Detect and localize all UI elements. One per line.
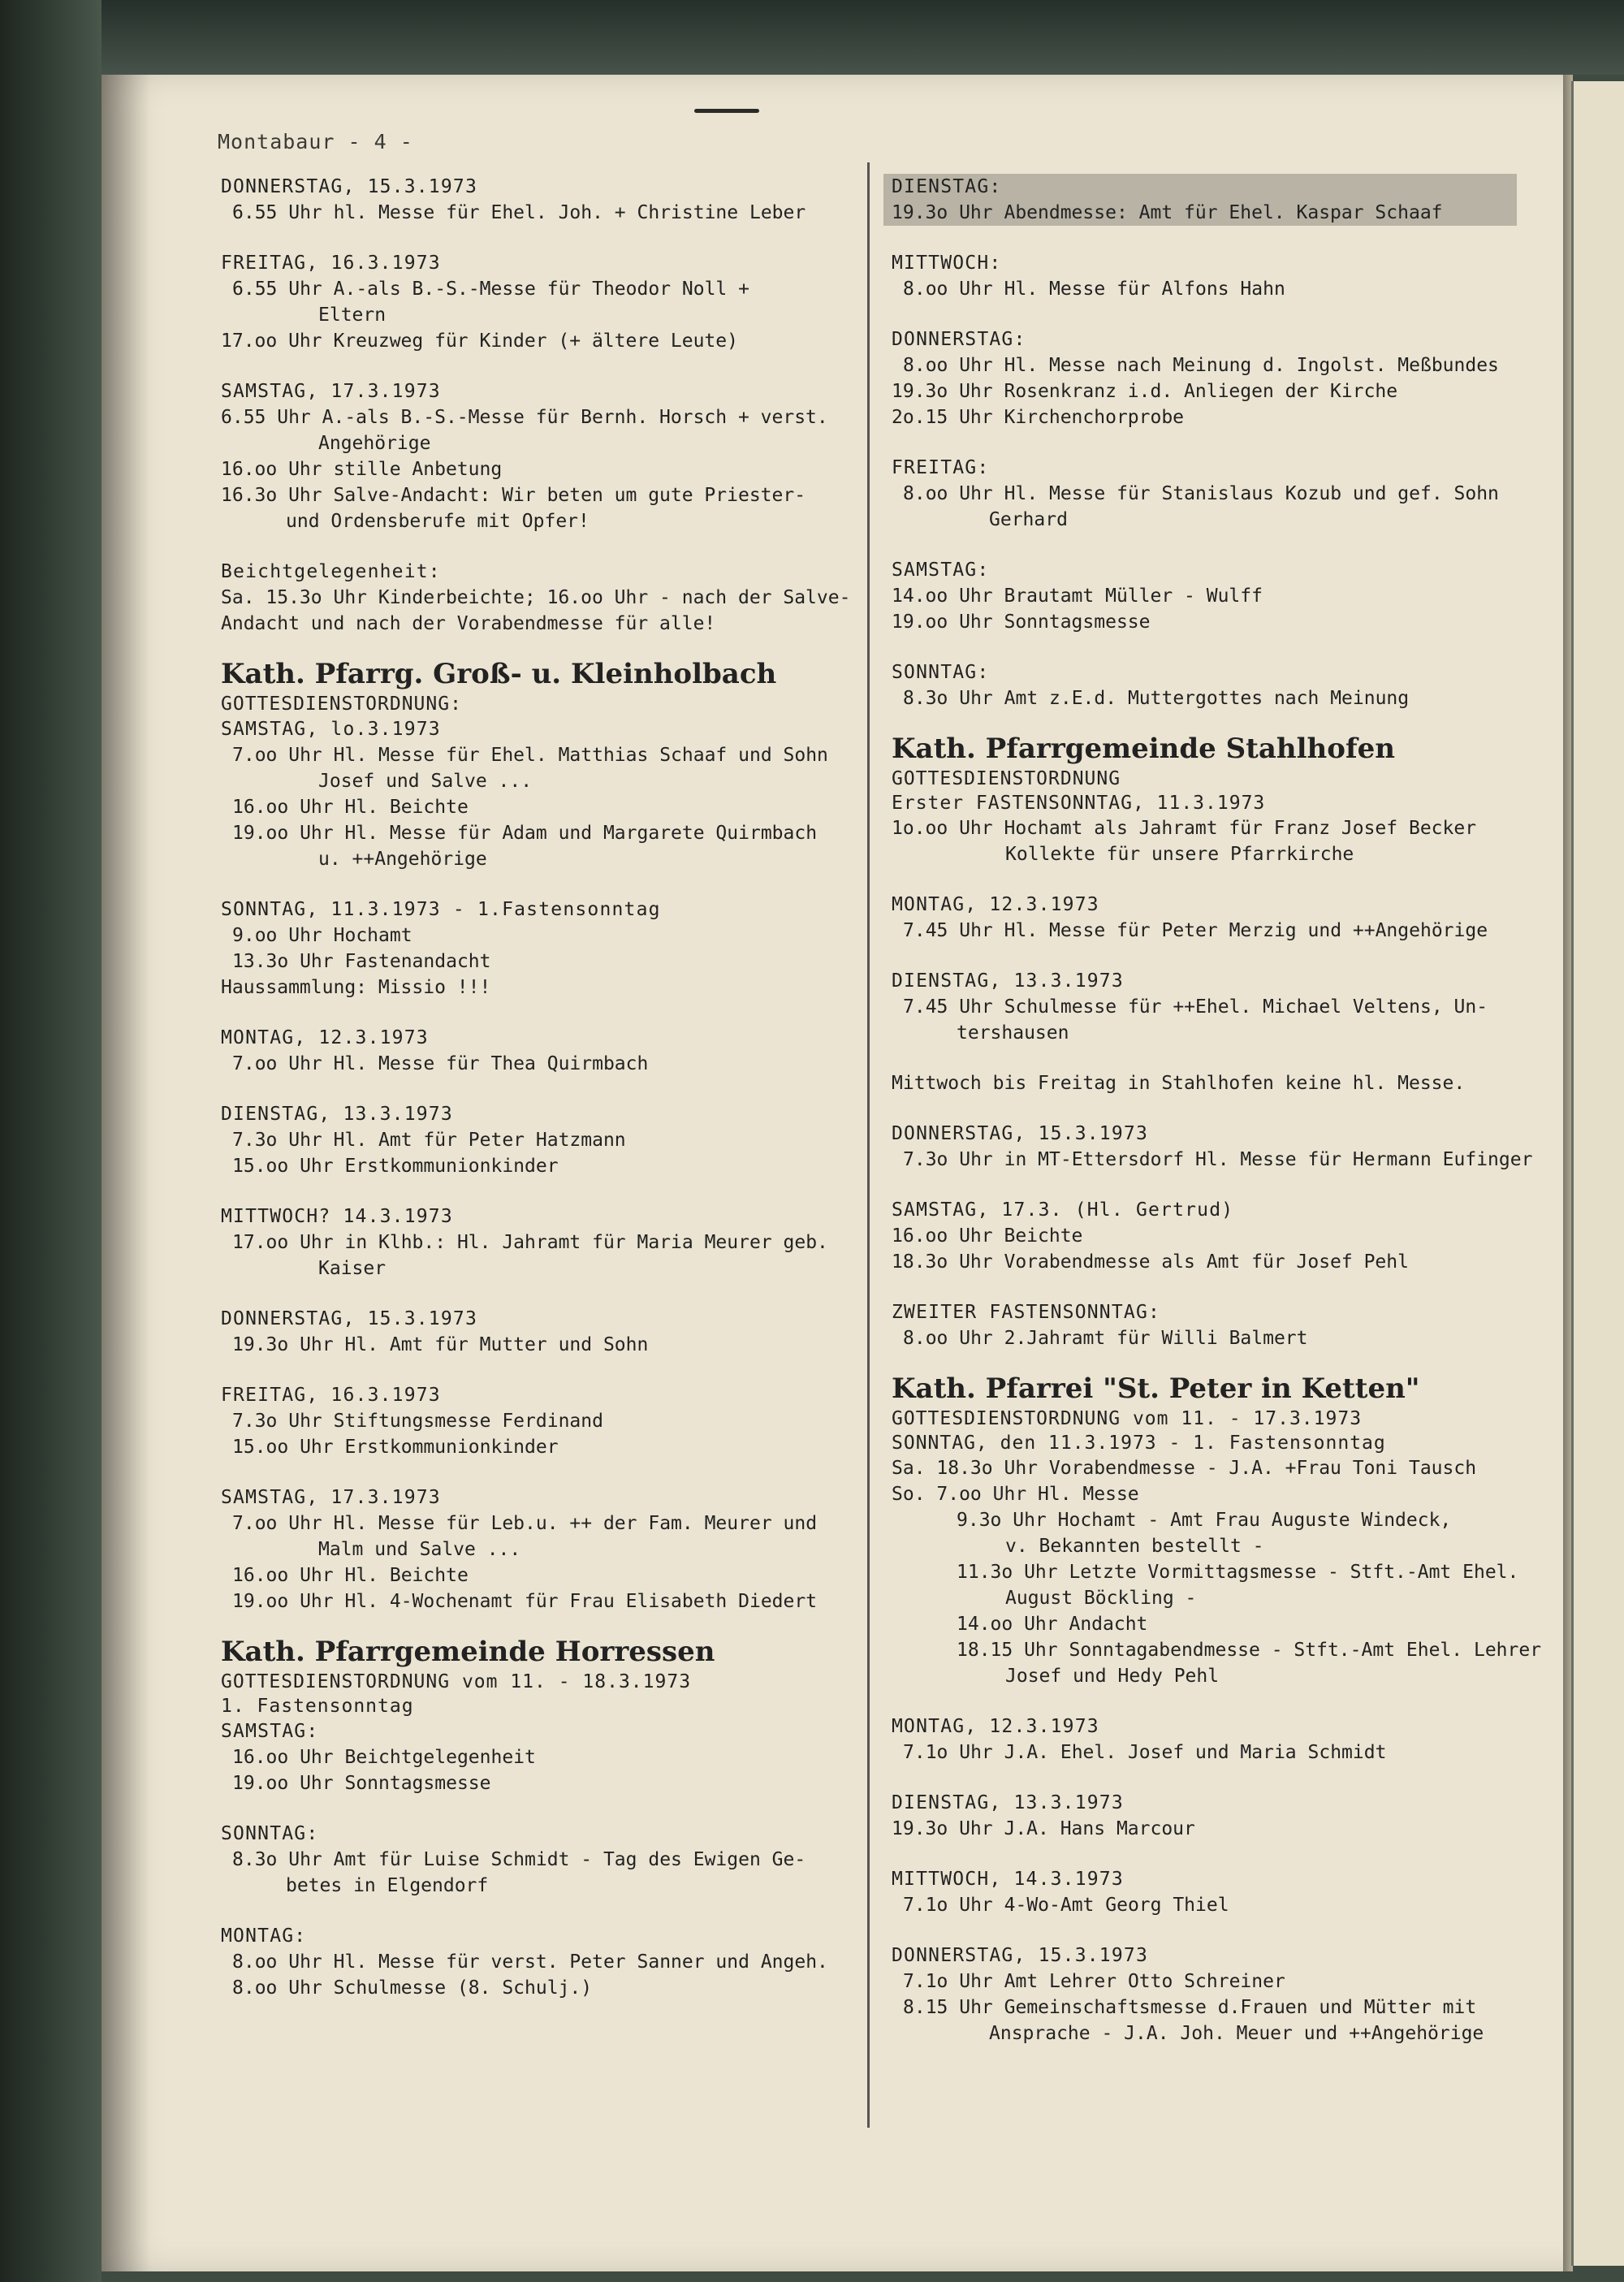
schedule-line: Josef und Hedy Pehl — [1005, 1666, 1220, 1687]
schedule-line: 8.3o Uhr Amt z.E.d. Muttergottes nach Meinung — [903, 688, 1410, 709]
schedule-day: SAMSTAG, 17.3. (Hl. Gertrud) — [892, 1199, 1234, 1221]
schedule-line: 11.3o Uhr Letzte Vormittagsmesse - Stft.-Amt Ehel. — [957, 1562, 1519, 1583]
schedule-day: SAMSTAG: — [221, 1721, 319, 1742]
schedule-day: DONNERSTAG: — [892, 329, 1026, 350]
schedule-day: FREITAG: — [892, 457, 990, 478]
schedule-line: 8.oo Uhr Schulmesse (8. Schulj.) — [232, 1977, 593, 1999]
schedule-block — [221, 1306, 826, 1358]
schedule-line: 16.oo Uhr stille Anbetung — [221, 459, 503, 480]
schedule-day: MITTWOCH, 14.3.1973 — [892, 1869, 1124, 1890]
schedule-line: 8.oo Uhr Hl. Messe für Alfons Hahn — [903, 279, 1285, 300]
schedule-day: SAMSTAG, lo.3.1973 — [221, 719, 441, 740]
service-order-label: GOTTESDIENSTORDNUNG: — [221, 694, 462, 715]
column-divider — [867, 162, 870, 2128]
service-order-label: GOTTESDIENSTORDNUNG vom 11. - 18.3.1973 — [221, 1671, 692, 1692]
schedule-line: Haussammlung: Missio !!! — [221, 977, 491, 998]
schedule-line: 9.3o Uhr Hochamt - Amt Frau Auguste Windeck, — [957, 1510, 1452, 1531]
schedule-line: Mittwoch bis Freitag in Stahlhofen keine hl. Messe. — [892, 1073, 1466, 1094]
schedule-line: Gerhard — [989, 509, 1068, 530]
schedule-day: MITTWOCH? 14.3.1973 — [221, 1206, 453, 1227]
schedule-line: Eltern — [318, 305, 387, 326]
schedule-line: 14.oo Uhr Brautamt Müller - Wulff — [892, 586, 1263, 607]
schedule-day: SAMSTAG, 17.3.1973 — [221, 381, 441, 402]
schedule-block — [221, 378, 826, 534]
schedule-day: FREITAG, 16.3.1973 — [221, 1385, 441, 1406]
schedule-block — [892, 968, 1533, 1046]
schedule-block — [892, 250, 1533, 302]
schedule-block — [221, 1204, 826, 1281]
schedule-day: DIENSTAG, 13.3.1973 — [221, 1104, 453, 1125]
parish-schedule — [221, 716, 826, 1614]
schedule-block — [892, 892, 1533, 944]
schedule-line: Sa. 18.3o Uhr Vorabendmesse - J.A. +Frau Toni Tausch — [892, 1458, 1477, 1479]
schedule-line: 8.3o Uhr Amt für Luise Schmidt - Tag des Ewigen Ge- — [232, 1849, 806, 1870]
schedule-line: 16.oo Uhr Beichte — [892, 1225, 1083, 1247]
schedule-day: SONNTAG, 11.3.1973 - 1.Fastensonntag — [221, 899, 661, 920]
schedule-day: DONNERSTAG, 15.3.1973 — [892, 1945, 1148, 1966]
intro-schedule — [221, 174, 851, 637]
parish-title: Kath. Pfarrgemeinde Horressen — [221, 1636, 715, 1668]
schedule-line: Kollekte für unsere Pfarrkirche — [1005, 844, 1354, 865]
schedule-block — [221, 1025, 826, 1077]
schedule-block — [892, 1866, 1533, 1918]
service-order-subtitle: SONNTAG, den 11.3.1973 - 1. Fastensonntag — [892, 1433, 1386, 1454]
schedule-block — [221, 1923, 826, 2001]
schedule-line: 19.oo Uhr Hl. Messe für Adam und Margarete Quirmbach — [232, 823, 818, 844]
schedule-line: 6.55 Uhr A.-als B.-S.-Messe für Theodor Noll + — [232, 279, 749, 300]
schedule-line: So. 7.oo Uhr Hl. Messe — [892, 1484, 1139, 1505]
schedule-day: DIENSTAG, 13.3.1973 — [892, 1792, 1124, 1813]
schedule-line: 19.oo Uhr Sonntagsmesse — [892, 612, 1151, 633]
parish-schedule — [221, 1718, 826, 2001]
schedule-block — [221, 716, 826, 872]
schedule-line: Angehörige — [318, 433, 431, 454]
schedule-line: Malm und Salve ... — [318, 1539, 521, 1560]
schedule-line: 8.oo Uhr 2.Jahramt für Willi Balmert — [903, 1328, 1308, 1349]
schedule-line: 16.oo Uhr Hl. Beichte — [232, 1565, 469, 1586]
schedule-day: ZWEITER FASTENSONNTAG: — [892, 1302, 1161, 1323]
schedule-day: MONTAG, 12.3.1973 — [892, 894, 1099, 915]
schedule-line: betes in Elgendorf — [286, 1875, 489, 1896]
top-rule — [694, 109, 759, 113]
schedule-line: 19.3o Uhr Abendmesse: Amt für Ehel. Kaspar Schaaf — [892, 202, 1443, 223]
schedule-line: 7.1o Uhr J.A. Ehel. Josef und Maria Schmidt — [903, 1742, 1387, 1763]
schedule-day: DONNERSTAG, 15.3.1973 — [221, 1308, 477, 1329]
schedule-day: DONNERSTAG, 15.3.1973 — [892, 1123, 1148, 1144]
schedule-block — [892, 815, 1533, 867]
schedule-line: 1o.oo Uhr Hochamt als Jahramt für Franz Josef Becker — [892, 818, 1477, 839]
schedule-day: Beichtgelegenheit: — [221, 561, 441, 582]
schedule-block — [221, 250, 826, 354]
schedule-block — [883, 174, 1517, 226]
schedule-day: FREITAG, 16.3.1973 — [221, 253, 441, 274]
schedule-line: 7.oo Uhr Hl. Messe für Thea Quirmbach — [232, 1053, 649, 1074]
schedule-block — [892, 326, 1533, 430]
page-gutter-shadow — [102, 75, 150, 2271]
schedule-line: und Ordensberufe mit Opfer! — [286, 511, 590, 532]
service-order-subtitle: Erster FASTENSONNTAG, 11.3.1973 — [892, 793, 1266, 814]
schedule-line: 19.oo Uhr Sonntagsmesse — [232, 1773, 491, 1794]
schedule-line: Ansprache - J.A. Joh. Meuer und ++Angehörige — [989, 2023, 1484, 2044]
schedule-block — [892, 1943, 1533, 2046]
schedule-block — [892, 1714, 1533, 1766]
parish-schedule — [892, 815, 1533, 1351]
adjacent-page — [1571, 81, 1624, 2266]
schedule-line: 13.3o Uhr Fastenandacht — [232, 951, 491, 972]
right-column — [892, 174, 1542, 2071]
schedule-line: tershausen — [957, 1022, 1069, 1044]
schedule-line: 16.oo Uhr Hl. Beichte — [232, 797, 469, 818]
schedule-block — [892, 557, 1533, 635]
schedule-line: 19.3o Uhr Rosenkranz i.d. Anliegen der Kirche — [892, 381, 1398, 402]
schedule-line: Sa. 15.3o Uhr Kinderbeichte; 16.oo Uhr - nach der Salve- — [221, 587, 851, 608]
parish-title: Kath. Pfarrei "St. Peter in Ketten" — [892, 1372, 1420, 1405]
schedule-line: 7.oo Uhr Hl. Messe für Leb.u. ++ der Fam. Meurer und — [232, 1513, 818, 1534]
schedule-block — [892, 1790, 1533, 1842]
schedule-line: 16.3o Uhr Salve-Andacht: Wir beten um gute Priester- — [221, 485, 806, 506]
book-binding-top — [0, 0, 1624, 75]
schedule-line: 17.oo Uhr in Klhb.: Hl. Jahramt für Maria Meurer geb. — [232, 1232, 828, 1253]
schedule-line: 6.55 Uhr A.-als B.-S.-Messe für Bernh. Horsch + verst. — [221, 407, 828, 428]
schedule-line: 7.1o Uhr Amt Lehrer Otto Schreiner — [903, 1971, 1285, 1992]
schedule-block — [221, 1718, 826, 1796]
parish-title: Kath. Pfarrgemeinde Stahlhofen — [892, 733, 1395, 765]
schedule-line: 2o.15 Uhr Kirchenchorprobe — [892, 407, 1185, 428]
schedule-day: MONTAG, 12.3.1973 — [892, 1716, 1099, 1737]
schedule-line: 7.45 Uhr Hl. Messe für Peter Merzig und ++Angehörige — [903, 920, 1488, 941]
schedule-line: 19.oo Uhr Hl. 4-Wochenamt für Frau Elisabeth Diedert — [232, 1591, 818, 1612]
schedule-day: MONTAG, 12.3.1973 — [221, 1027, 429, 1048]
schedule-line: Andacht und nach der Vorabendmesse für alle! — [221, 613, 716, 634]
schedule-line: 16.oo Uhr Beichtgelegenheit — [232, 1747, 536, 1768]
schedule-block — [221, 897, 826, 1001]
schedule-block — [892, 1455, 1542, 1689]
schedule-line: 7.3o Uhr in MT-Ettersdorf Hl. Messe für Hermann Eufinger — [903, 1149, 1533, 1170]
schedule-day: SONNTAG: — [892, 662, 990, 683]
schedule-line: August Böckling - — [1005, 1588, 1197, 1609]
intro-schedule — [892, 174, 1533, 711]
schedule-line: 18.3o Uhr Vorabendmesse als Amt für Josef Pehl — [892, 1251, 1409, 1273]
schedule-line: 19.3o Uhr Hl. Amt für Mutter und Sohn — [232, 1334, 649, 1355]
schedule-line: 8.oo Uhr Hl. Messe nach Meinung d. Ingolst. Meßbundes — [903, 355, 1499, 376]
schedule-line: 9.oo Uhr Hochamt — [232, 925, 412, 946]
schedule-day: DIENSTAG, 13.3.1973 — [892, 970, 1124, 992]
schedule-line: 19.3o Uhr J.A. Hans Marcour — [892, 1818, 1195, 1839]
schedule-line: 7.1o Uhr 4-Wo-Amt Georg Thiel — [903, 1895, 1229, 1916]
schedule-line: 14.oo Uhr Andacht — [957, 1614, 1148, 1635]
schedule-line: Josef und Salve ... — [318, 771, 533, 792]
schedule-day: SAMSTAG: — [892, 560, 990, 581]
book-binding — [0, 0, 102, 2282]
schedule-block — [892, 1070, 1533, 1096]
schedule-day: MITTWOCH: — [892, 253, 1002, 274]
schedule-block — [221, 174, 826, 226]
schedule-day: DIENSTAG: — [892, 176, 1002, 197]
schedule-block — [892, 455, 1533, 533]
schedule-block — [221, 559, 851, 637]
schedule-line: 6.55 Uhr hl. Messe für Ehel. Joh. + Christine Leber — [232, 202, 806, 223]
schedule-line: u. ++Angehörige — [318, 849, 487, 870]
schedule-block — [221, 1821, 826, 1899]
schedule-line: 7.oo Uhr Hl. Messe für Ehel. Matthias Schaaf und Sohn — [232, 745, 828, 766]
schedule-line: 17.oo Uhr Kreuzweg für Kinder (+ ältere Leute) — [221, 331, 738, 352]
schedule-line: 8.oo Uhr Hl. Messe für Stanislaus Kozub und gef. Sohn — [903, 483, 1499, 504]
schedule-block — [221, 1101, 826, 1179]
schedule-line: 15.oo Uhr Erstkommunionkinder — [232, 1156, 559, 1177]
left-column — [221, 174, 851, 2025]
schedule-day: SAMSTAG, 17.3.1973 — [221, 1487, 441, 1508]
parish-title: Kath. Pfarrg. Groß- u. Kleinholbach — [221, 658, 777, 690]
schedule-block — [892, 1121, 1533, 1173]
schedule-day: MONTAG: — [221, 1925, 307, 1947]
schedule-line: 15.oo Uhr Erstkommunionkinder — [232, 1437, 559, 1458]
schedule-line: 8.oo Uhr Hl. Messe für verst. Peter Sanner und Angeh. — [232, 1951, 828, 1973]
schedule-line: 7.3o Uhr Hl. Amt für Peter Hatzmann — [232, 1130, 626, 1151]
schedule-block — [892, 1299, 1533, 1351]
schedule-day: SONNTAG: — [221, 1823, 319, 1844]
schedule-day: DONNERSTAG, 15.3.1973 — [221, 176, 477, 197]
schedule-line: 7.3o Uhr Stiftungsmesse Ferdinand — [232, 1411, 603, 1432]
schedule-block — [892, 659, 1533, 711]
schedule-line: 18.15 Uhr Sonntagabendmesse - Stft.-Amt Ehel. Lehrer — [957, 1640, 1542, 1661]
schedule-line: 7.45 Uhr Schulmesse für ++Ehel. Michael Veltens, Un- — [903, 996, 1488, 1018]
service-order-label: GOTTESDIENSTORDNUNG vom 11. - 17.3.1973 — [892, 1408, 1363, 1429]
schedule-line: v. Bekannten bestellt - — [1005, 1536, 1264, 1557]
schedule-block — [221, 1382, 826, 1460]
service-order-label: GOTTESDIENSTORDNUNG — [892, 768, 1121, 789]
schedule-block — [221, 1485, 826, 1614]
schedule-line: 8.15 Uhr Gemeinschaftsmesse d.Frauen und Mütter mit — [903, 1997, 1477, 2018]
schedule-block — [892, 1197, 1533, 1275]
schedule-line: Kaiser — [318, 1258, 387, 1279]
page-header: Montabaur - 4 - — [218, 130, 413, 153]
parish-schedule — [892, 1455, 1542, 2046]
service-order-subtitle: 1. Fastensonntag — [221, 1696, 414, 1717]
